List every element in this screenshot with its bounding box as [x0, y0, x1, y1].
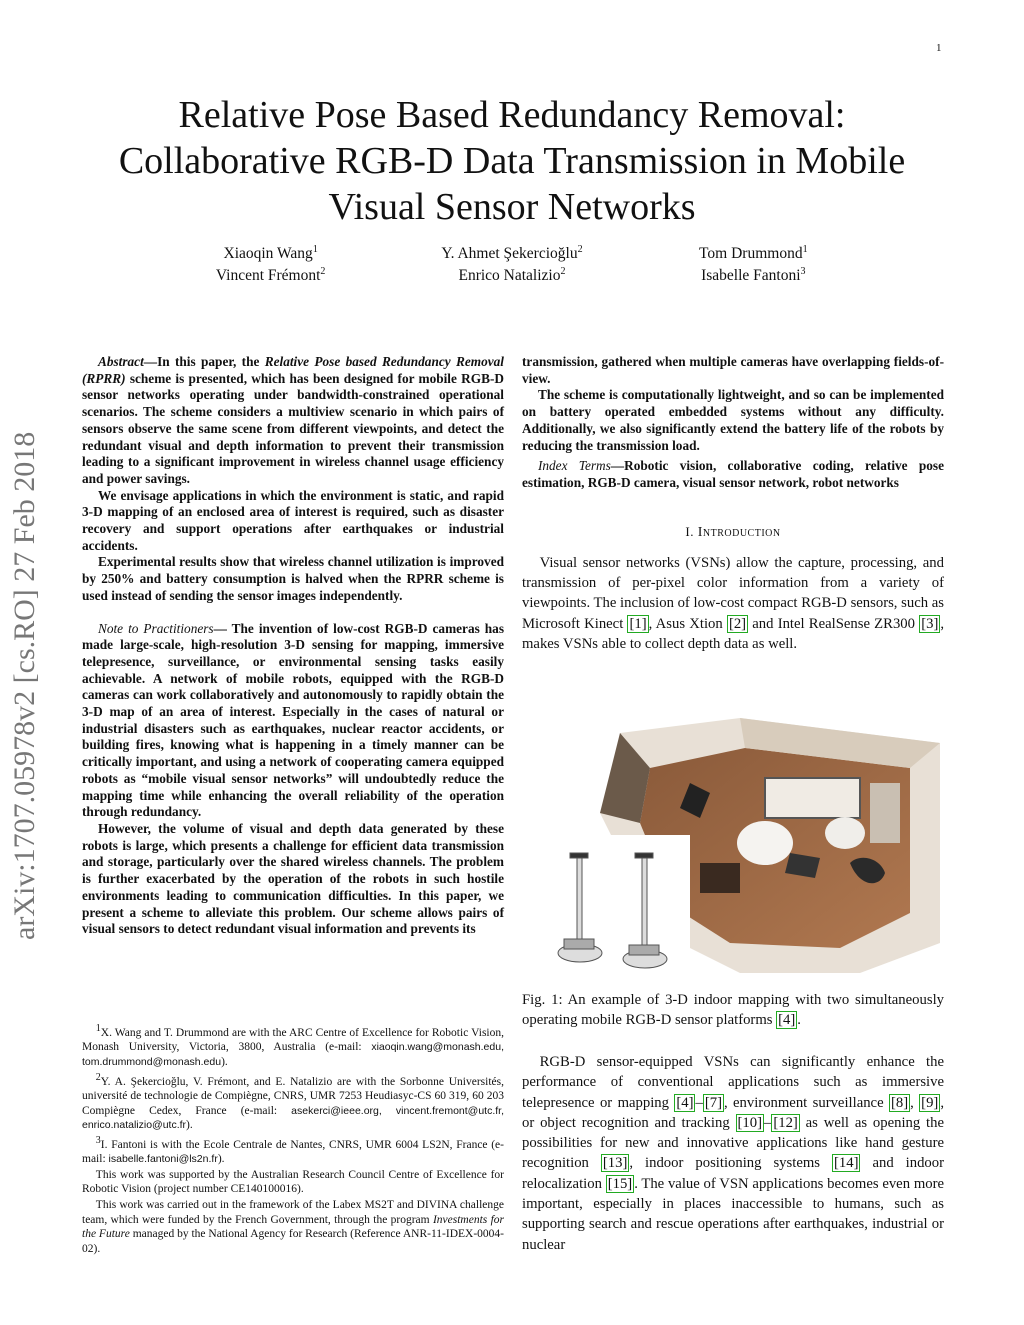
citation-link[interactable]: [4] [676, 1094, 694, 1111]
paper-title [60, 92, 964, 230]
left-column [82, 354, 504, 938]
author: Y. Ahmet Şekercioğlu$^2$ [441, 244, 583, 263]
page-number: 1 [936, 42, 942, 54]
arxiv-stamp: arXiv:1707.05978v2 [cs.RO] 27 Feb 2018 [8, 431, 41, 940]
citation-link[interactable]: [1] [629, 615, 647, 632]
right-column [522, 354, 944, 654]
abstract-paragraph: Experimental results show that wireless channel utilization is improved by 250% and battery consumption is halved when the RPRR scheme is used instead of sending the sensor images independently. [82, 554, 504, 603]
intro-paragraph: RGB-D sensor-equipped VSNs can significantly enhance the performance of conventional applications such as immersive telepresence or mapping [4] – [7] , environment surveillance [8] , [9] , or object recognition and tracking [10] – [12] as well as opening the possibilities for new and innovative applications like hand gesture recognition [13] , indoor positioning systems [14] and indoor relocalization [15] . The value of VSN applications becomes even more important, especially in places inaccessible to humans, such as supporting search and rescue operations after earthquakes, industrial or nuclear [522, 1054, 945, 1253]
citation-link[interactable]: [12] [773, 1114, 798, 1131]
footnotes [82, 1022, 504, 1257]
citation-link[interactable]: [3] [921, 615, 939, 632]
citation-link[interactable]: [8] [890, 1094, 909, 1111]
index-terms: Index Terms—Robotic vision, collaborative coding, relative pose estimation, RGB-D camera, visual sensor network, robot networks [522, 458, 944, 490]
footnote: $^3$I. Fantoni is with the Ecole Centrale de Nantes, CNRS, UMR 6004 LS2N, France (e-mail: isabelle.fantoni@ls2n.fr). [82, 1134, 504, 1166]
practitioners-paragraph: However, the volume of visual and depth data generated by these robots is large, which presents a challenge for efficient data transmission and storage, particularly over the shared wireless channels. The problem is further exacerbated by the operation of the robots in such hostile environments leading to communication difficulties. In this paper, we present a scheme to alleviate this problem. Our scheme allows pairs of visual sensors to detect redundant visual information and prevents its [82, 820, 504, 937]
abstract-paragraph: We envisage applications in which the environment is static, and rapid 3-D mapping of an enclosed area of interest is required, such as disaster recovery and support operations after earthquakes or industrial accidents. [82, 487, 504, 553]
citation-link[interactable]: [13] [602, 1155, 628, 1172]
figure-caption: Fig. 1: An example of 3-D indoor mapping with two simultaneously operating mobile RGB-D sensor platforms [4] . [522, 992, 944, 1028]
footnote: This work was carried out in the framework of the Labex MS2T and DIVINA challenge team, which were funded by the French Government, through the program Investments for the Future managed by the National Agency for Research (Reference ANR-11-IDEX-0004-02). [82, 1199, 504, 1255]
author: Isabelle Fantoni$^3$ [701, 266, 806, 285]
footnote: $^2$Y. A. Şekercioğlu, V. Frémont, and E. Natalizio are with the Sorbonne Universités, université de technologie de Compiègne, CNRS, UMR 7253 Heudiasyc-CS 60 319, 60 203 Compiègne Cedex, France (e-mail: asekerci@ieee.org, vincent.fremont@utc.fr, enrico.natalizio@utc.fr). [82, 1071, 505, 1132]
section-heading: I. Introduction [685, 523, 781, 540]
citation-link[interactable]: [4] [778, 1012, 796, 1028]
abstract-continued: transmission, gathered when multiple cameras have overlapping fields-of-view. [522, 354, 944, 386]
right-column-lower [522, 1052, 944, 1255]
author: Tom Drummond$^1$ [699, 244, 808, 263]
title-line-1: Relative Pose Based Redundancy Removal: [178, 94, 846, 136]
citation-link[interactable]: [14] [833, 1155, 859, 1172]
title-line-3: Visual Sensor Networks [328, 186, 696, 228]
abstract-paragraph: Abstract—In this paper, the Relative Pose based Redundancy Removal (RPRR) scheme is presented, which has been designed for mobile RGB-D sensor networks operating under bandwidth-constrained operational scenarios. The scheme considers a multiview scenario in which pairs of sensors observe the same scene from different viewpoints, and detect the redundant visual and depth information to prevent their transmission leading to a significant improvement in wireless channel usage efficiency and power savings. [82, 354, 504, 486]
author-list [150, 244, 874, 288]
citation-link[interactable]: [15] [607, 1175, 633, 1192]
author: Xiaoqin Wang$^1$ [223, 244, 318, 263]
footnote: $^1$X. Wang and T. Drummond are with the ARC Centre of Excellence for Robotic Vision, Monash University, Victoria, 3800, Australia (e-mail: xiaoqin.wang@monash.edu, tom.drummond@monash.edu). [82, 1023, 504, 1069]
abstract-continued: The scheme is computationally lightweight, and so can be implemented on battery operated embedded systems without any difficulty. Additionally, we also significantly extend the battery life of the robots by reducing the transmission load. [522, 387, 944, 453]
author: Enrico Natalizio$^2$ [458, 266, 566, 285]
citation-link[interactable]: [9] [921, 1094, 939, 1111]
citation-link[interactable]: [10] [737, 1114, 762, 1131]
citation-link[interactable]: [7] [704, 1094, 722, 1111]
figure-3d-map [540, 713, 944, 985]
title-line-2: Collaborative RGB-D Data Transmission in Mobile [118, 140, 906, 182]
intro-paragraph: Visual sensor networks (VSNs) allow the capture, processing, and transmission of per-pixel color information from a variety of viewpoints. The inclusion of low-cost compact RGB-D sensors, such as Microsoft Kinect [1] , Asus Xtion [2] and Intel RealSense ZR300 [3] , makes VSNs able to collect depth data as well. [522, 554, 945, 652]
citation-link[interactable]: [2] [728, 615, 747, 632]
footnote: This work was supported by the Australian Research Council Centre of Excellence for Robotic Vision (project number CE140100016). [82, 1168, 504, 1196]
author: Vincent Frémont$^2$ [215, 266, 326, 285]
practitioners-paragraph: Note to Practitioners— The invention of low-cost RGB-D cameras has made large-scale, high-resolution 3-D sensing for mapping, immersive telepresence, surveillance, or environmental sensing tasks easily achievable. A network of mobile robots, equipped with the RGB-D cameras can work collaboratively and autonomously to rapidly obtain the 3-D map of an area of interest. Especially in the cases of natural or industrial disasters such as earthquakes, nuclear reactor accidents, or building fires, knowing what is happening in a timely manner can be critically important, and using a network of cooperating camera equipped robots as “mobile visual sensor networks” will undoubtedly reduce the mapping time while enhancing the overall reliability of the operation through redundancy. [82, 620, 504, 820]
